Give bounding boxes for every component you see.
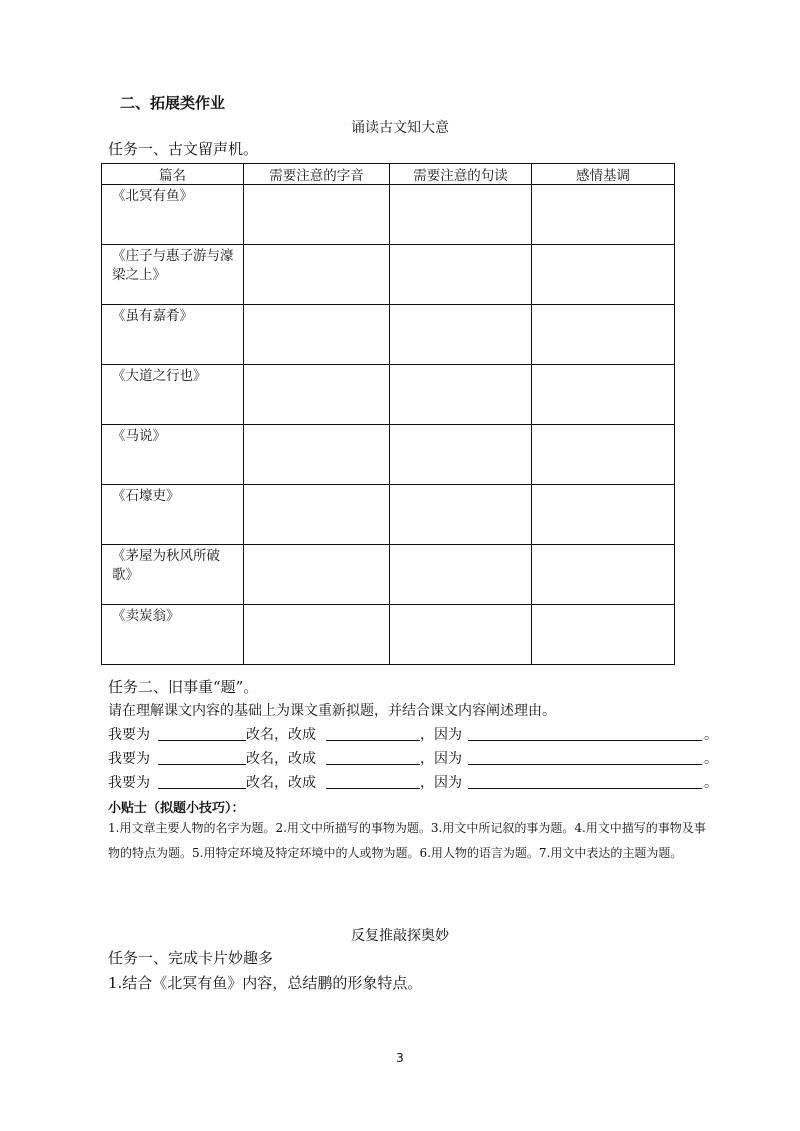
pronunciation-cell[interactable] bbox=[244, 245, 390, 305]
table-row bbox=[102, 485, 675, 545]
rename-end: 。 bbox=[704, 751, 718, 767]
pronunciation-cell[interactable] bbox=[244, 305, 390, 365]
table-row bbox=[102, 305, 675, 365]
table-row bbox=[102, 605, 675, 665]
rename-because: ，因为 bbox=[420, 751, 462, 767]
text-title-cell: 《虽有嘉肴》 bbox=[102, 305, 244, 365]
original-title-blank[interactable] bbox=[158, 740, 246, 741]
header-pronunciation: 需要注意的字音 bbox=[244, 164, 390, 185]
pronunciation-cell[interactable] bbox=[244, 485, 390, 545]
pronunciation-cell[interactable] bbox=[244, 425, 390, 485]
page-number: 3 bbox=[396, 1051, 404, 1065]
reason-blank[interactable] bbox=[468, 740, 702, 741]
part1-heading: 诵读古文知大意 bbox=[351, 120, 449, 136]
reason-blank[interactable] bbox=[468, 788, 702, 789]
tone-cell[interactable] bbox=[532, 605, 675, 665]
punctuation-cell[interactable] bbox=[390, 185, 532, 245]
punctuation-cell[interactable] bbox=[390, 485, 532, 545]
text-title-cell: 《茅屋为秋风所破歌》 bbox=[102, 545, 244, 605]
punctuation-cell[interactable] bbox=[390, 305, 532, 365]
tone-cell[interactable] bbox=[532, 425, 675, 485]
rename-because: ，因为 bbox=[420, 727, 462, 743]
text-title-cell: 《庄子与惠子游与濠梁之上》 bbox=[102, 245, 244, 305]
table-row bbox=[102, 365, 675, 425]
tone-cell[interactable] bbox=[532, 305, 675, 365]
rename-middle: 改名，改成 bbox=[246, 727, 316, 743]
text-title-cell: 《卖炭翁》 bbox=[102, 605, 244, 665]
pronunciation-cell[interactable] bbox=[244, 185, 390, 245]
rename-end: 。 bbox=[704, 775, 718, 791]
table-row bbox=[102, 425, 675, 485]
tone-cell[interactable] bbox=[532, 365, 675, 425]
tone-cell[interactable] bbox=[532, 485, 675, 545]
rename-line bbox=[108, 748, 728, 768]
section-title: 二、拓展类作业 bbox=[120, 94, 226, 112]
rename-prefix: 我要为 bbox=[108, 727, 150, 743]
rename-middle: 改名，改成 bbox=[246, 751, 316, 767]
part3-task-title: 任务一、完成卡片妙趣多 bbox=[108, 949, 274, 967]
original-title-blank[interactable] bbox=[158, 764, 246, 765]
table-row bbox=[102, 185, 675, 245]
pronunciation-cell[interactable] bbox=[244, 365, 390, 425]
new-title-blank[interactable] bbox=[326, 740, 420, 741]
header-punctuation: 需要注意的句读 bbox=[390, 164, 532, 185]
rename-end: 。 bbox=[704, 727, 718, 743]
pronunciation-cell[interactable] bbox=[244, 545, 390, 605]
part3-heading: 反复推敲探奥妙 bbox=[351, 928, 449, 944]
tone-cell[interactable] bbox=[532, 185, 675, 245]
task1-title: 任务一、古文留声机。 bbox=[108, 140, 259, 158]
punctuation-cell[interactable] bbox=[390, 245, 532, 305]
table-row bbox=[102, 545, 675, 605]
text-title-cell: 《北冥有鱼》 bbox=[102, 185, 244, 245]
tips-title: 小贴士（拟题小技巧）： bbox=[108, 801, 245, 816]
punctuation-cell[interactable] bbox=[390, 365, 532, 425]
text-title-cell: 《马说》 bbox=[102, 425, 244, 485]
punctuation-cell[interactable] bbox=[390, 425, 532, 485]
header-title: 篇名 bbox=[102, 164, 244, 185]
table-row bbox=[102, 245, 675, 305]
header-tone: 感情基调 bbox=[532, 164, 675, 185]
rename-prefix: 我要为 bbox=[108, 775, 150, 791]
rename-middle: 改名，改成 bbox=[246, 775, 316, 791]
task2-title: 任务二、旧事重“题”。 bbox=[108, 678, 259, 696]
rename-line bbox=[108, 772, 728, 792]
rename-because: ，因为 bbox=[420, 775, 462, 791]
new-title-blank[interactable] bbox=[326, 764, 420, 765]
pronunciation-cell[interactable] bbox=[244, 605, 390, 665]
tone-cell[interactable] bbox=[532, 545, 675, 605]
text-title-cell: 《石壕吏》 bbox=[102, 485, 244, 545]
rename-line bbox=[108, 724, 728, 744]
part3-question: 1.结合《北冥有鱼》内容，总结鹏的形象特点。 bbox=[108, 974, 423, 992]
rename-prefix: 我要为 bbox=[108, 751, 150, 767]
text-title-cell: 《大道之行也》 bbox=[102, 365, 244, 425]
tips-body: 1.用文章主要人物的名字为题。2.用文中所描写的事物为题。3.用文中所记叙的事为题。4.用文中描写的事物及事物的特点为题。5.用特定环境及特定环境中的人或物为题。6.用人物的语言为题。7.用文中表达的主题为题。 bbox=[108, 821, 706, 860]
task2-instruction: 请在理解课文内容的基础上为课文重新拟题，并结合课文内容阐述理由。 bbox=[108, 703, 556, 719]
punctuation-cell[interactable] bbox=[390, 605, 532, 665]
classical-text-table bbox=[101, 163, 675, 665]
new-title-blank[interactable] bbox=[326, 788, 420, 789]
reason-blank[interactable] bbox=[468, 764, 702, 765]
tone-cell[interactable] bbox=[532, 245, 675, 305]
punctuation-cell[interactable] bbox=[390, 545, 532, 605]
original-title-blank[interactable] bbox=[158, 788, 246, 789]
